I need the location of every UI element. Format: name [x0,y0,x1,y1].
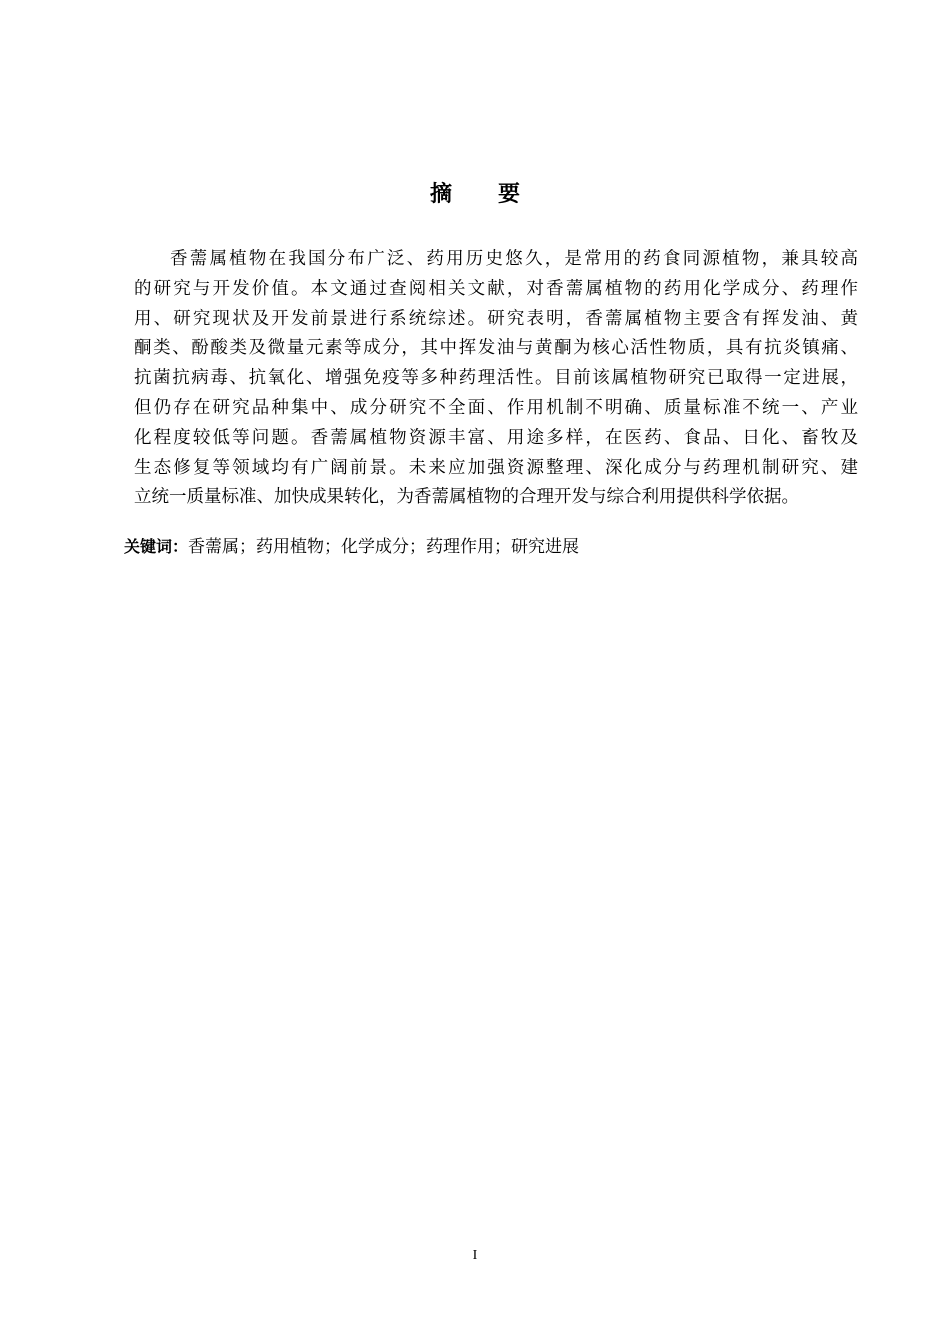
abstract-line: 的研究与开发价值。本文通过查阅相关文献，对香薷属植物的药用化学成分、药理作 [134,278,858,299]
abstract-line: 酮类、酚酸类及微量元素等成分，其中挥发油与黄酮为核心活性物质，具有抗炎镇痛、 [134,338,858,359]
abstract-line: 立统一质量标准、加快成果转化，为香薷属植物的合理开发与综合利用提供科学依据。 [134,487,799,508]
page-number: I [472,1248,478,1263]
abstract-line: 香薷属植物在我国分布广泛、药用历史悠久，是常用的药食同源植物，兼具较高 [170,249,858,269]
abstract-line: 用、研究现状及开发前景进行系统综述。研究表明，香薷属植物主要含有挥发油、黄 [134,308,858,329]
keywords-row [124,532,579,562]
keywords-text: 香薷属；药用植物；化学成分；药理作用；研究进展 [188,537,580,557]
abstract-body [134,245,858,513]
abstract-title: 摘要 [429,182,566,207]
abstract-line: 抗菌抗病毒、抗氧化、增强免疫等多种药理活性。目前该属植物研究已取得一定进展， [134,368,858,389]
abstract-line: 生态修复等领域均有广阔前景。未来应加强资源整理、深化成分与药理机制研究、建 [134,457,858,478]
keywords-label: 关键词： [124,537,189,556]
abstract-line: 但仍存在研究品种集中、成分研究不全面、作用机制不明确、质量标准不统一、产业 [134,397,858,418]
abstract-line: 化程度较低等问题。香薷属植物资源丰富、用途多样，在医药、食品、日化、畜牧及 [134,427,858,448]
